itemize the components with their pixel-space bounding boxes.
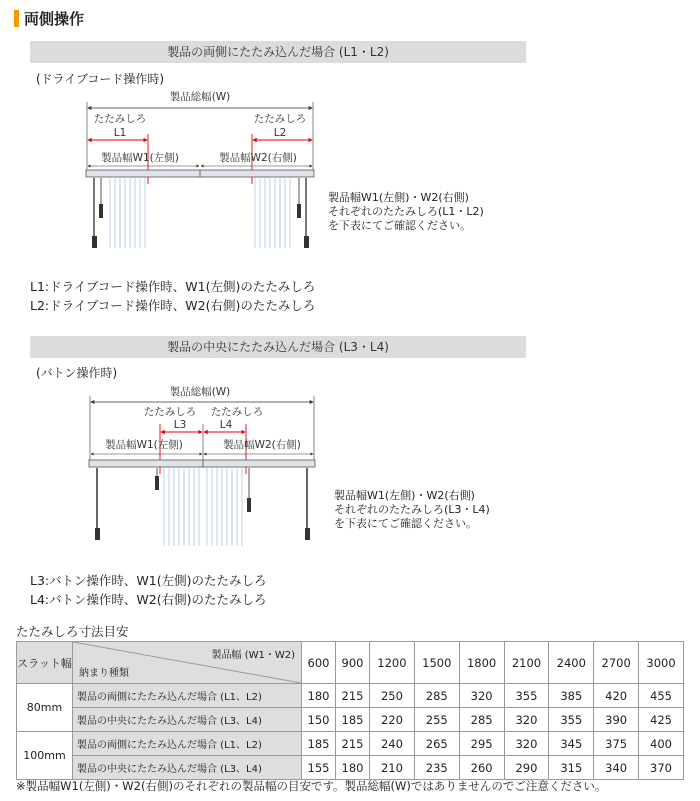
- stack-label-right: たたみしろ: [210, 406, 264, 418]
- baton-left: [95, 468, 100, 540]
- stack-dimension-table: [16, 641, 684, 780]
- stack-label-right: たたみしろ: [253, 113, 307, 125]
- slats-left: [110, 178, 145, 248]
- section2-subtitle: (バトン操作時): [36, 366, 118, 380]
- section1-subtitle: (ドライブコード操作時): [36, 72, 165, 86]
- table-cell: 220: [370, 708, 415, 732]
- drive-cord-right: [297, 178, 309, 248]
- stack-label-left: たたみしろ: [93, 113, 147, 125]
- total-width-label: 製品総幅(W): [169, 386, 231, 398]
- head-rail: [89, 460, 315, 467]
- w2-label: 製品幅W2(右側): [219, 152, 297, 164]
- l4-label: L4: [219, 419, 233, 431]
- row-label: 製品の中央にたたみ込んだ場合 (L3、L4): [73, 756, 302, 780]
- table-cell: 375: [594, 732, 639, 756]
- width-col: 2100: [504, 642, 549, 684]
- table-cell: 340: [594, 756, 639, 780]
- table-cell: 265: [414, 732, 459, 756]
- table-cell: 260: [459, 756, 504, 780]
- table-cell: 185: [302, 732, 336, 756]
- width-col: 1800: [459, 642, 504, 684]
- table-cell: 210: [370, 756, 415, 780]
- page-title: 両側操作: [24, 9, 85, 28]
- table-cell: 290: [504, 756, 549, 780]
- table-cell: 455: [639, 684, 684, 708]
- width-col: 900: [336, 642, 370, 684]
- table-cell: 320: [459, 684, 504, 708]
- table-title: たたみしろ寸法目安: [16, 624, 129, 639]
- table-cell: 355: [549, 708, 594, 732]
- table-cell: 240: [370, 732, 415, 756]
- slat-100-cell: 100mm: [17, 732, 73, 780]
- table-cell: 150: [302, 708, 336, 732]
- table-cell: 255: [414, 708, 459, 732]
- w1-label: 製品幅W1(左側): [105, 439, 183, 451]
- width-col: 3000: [639, 642, 684, 684]
- w1-label: 製品幅W1(左側): [101, 152, 179, 164]
- section2-legend: L3:バトン操作時、W1(左側)のたたみしろ L4:バトン操作時、W2(右側)のたたみしろ: [30, 573, 267, 607]
- table-cell: 385: [549, 684, 594, 708]
- table-row: [17, 684, 684, 708]
- stack-label-left: たたみしろ: [143, 406, 197, 418]
- row-label: 製品の両側にたたみ込んだ場合 (L1、L2): [73, 732, 302, 756]
- table-cell: 215: [336, 732, 370, 756]
- diagonal-header-cell: [73, 642, 302, 684]
- table-cell: 320: [504, 708, 549, 732]
- width-col: 1500: [414, 642, 459, 684]
- table-row: [17, 732, 684, 756]
- section-title: [14, 8, 84, 28]
- table-cell: 285: [414, 684, 459, 708]
- l3-label: L3: [173, 419, 187, 431]
- section1-diagram: [0, 86, 360, 261]
- row-label: 製品の両側にたたみ込んだ場合 (L1、L2): [73, 684, 302, 708]
- slat-header: スラット幅: [17, 642, 73, 684]
- table-header-row: [17, 642, 684, 684]
- table-cell: 285: [459, 708, 504, 732]
- width-col: 2400: [549, 642, 594, 684]
- table-cell: 215: [336, 684, 370, 708]
- table-cell: 345: [549, 732, 594, 756]
- table-cell: 295: [459, 732, 504, 756]
- table-cell: 370: [639, 756, 684, 780]
- section1-note: 製品幅W1(左側)・W2(右側) それぞれのたたみしろ(L1・L2) を下表にてご確認ください。: [328, 191, 484, 232]
- table-cell: 400: [639, 732, 684, 756]
- baton-right: [305, 468, 310, 540]
- section2-note: 製品幅W1(左側)・W2(右側) それぞれのたたみしろ(L3・L4) を下表にてご確認ください。: [334, 489, 490, 530]
- width-col: 600: [302, 642, 336, 684]
- slat-80-cell: 80mm: [17, 684, 73, 732]
- slats-center: [164, 468, 242, 546]
- baton-center-left: [155, 468, 159, 490]
- type-header: 納まり種類: [79, 668, 129, 679]
- baton-center-right: [247, 468, 251, 512]
- section2-diagram: [0, 378, 360, 553]
- slats-right: [255, 178, 290, 248]
- table-cell: 185: [336, 708, 370, 732]
- table-row: [17, 756, 684, 780]
- table-cell: 180: [336, 756, 370, 780]
- table-cell: 355: [504, 684, 549, 708]
- table-cell: 425: [639, 708, 684, 732]
- table-cell: 155: [302, 756, 336, 780]
- table-row: [17, 708, 684, 732]
- drive-cord-left: [92, 178, 103, 248]
- footnote: ※製品幅W1(左側)・W2(右側)のそれぞれの製品幅の目安です。製品総幅(W)ではありませんのでご注意ください。: [16, 779, 607, 793]
- table-cell: 390: [594, 708, 639, 732]
- table-cell: 315: [549, 756, 594, 780]
- l2-label: L2: [273, 127, 287, 139]
- l1-label: L1: [113, 127, 127, 139]
- section1-band: 製品の両側にたたみ込んだ場合 (L1・L2): [30, 41, 526, 63]
- table-cell: 250: [370, 684, 415, 708]
- table-cell: 420: [594, 684, 639, 708]
- table-cell: 320: [504, 732, 549, 756]
- table-cell: 235: [414, 756, 459, 780]
- width-header: 製品幅 (W1・W2): [211, 650, 295, 661]
- width-col: 1200: [370, 642, 415, 684]
- section2-band: 製品の中央にたたみ込んだ場合 (L3・L4): [30, 336, 526, 358]
- table-cell: 180: [302, 684, 336, 708]
- w2-label: 製品幅W2(右側): [223, 439, 301, 451]
- row-label: 製品の中央にたたみ込んだ場合 (L3、L4): [73, 708, 302, 732]
- title-accent-bar: [14, 10, 19, 27]
- width-col: 2700: [594, 642, 639, 684]
- section1-legend: L1:ドライブコード操作時、W1(左側)のたたみしろ L2:ドライブコード操作時、W2(右側)のたたみしろ: [30, 279, 316, 313]
- total-width-label: 製品総幅(W): [169, 91, 231, 103]
